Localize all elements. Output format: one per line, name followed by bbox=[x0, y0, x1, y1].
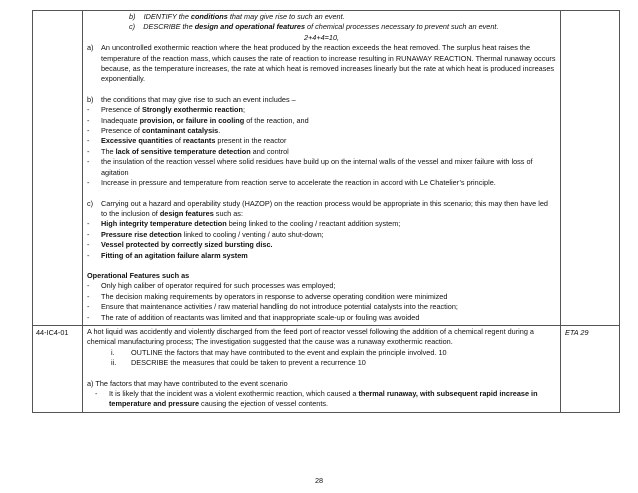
list-item: - Increase in pressure and temperature from reaction serve to accelerate the reaction in accord with Le Chatelier’s principle. bbox=[87, 178, 496, 188]
question-code: 44-IC4-01 bbox=[33, 326, 83, 412]
design-features-list bbox=[87, 219, 556, 261]
ref-cell bbox=[561, 11, 619, 325]
conditions-list bbox=[87, 105, 556, 188]
list-item: - Presence of Strongly exothermic reaction; bbox=[87, 105, 245, 115]
question-subpart: ii. DESCRIBE the measures that could be taken to prevent a recurrence 10 bbox=[111, 358, 366, 368]
list-item: - The decision making requirements by operators in response to adverse operating condition were minimized bbox=[87, 291, 448, 301]
table-row bbox=[33, 11, 619, 326]
code-cell bbox=[33, 11, 83, 325]
list-item: - Vessel protected by correctly sized bursting disc. bbox=[87, 240, 273, 250]
list-item: - The lack of sensitive temperature detection and control bbox=[87, 146, 289, 156]
marks-allocation: 2+4+4=10, bbox=[303, 32, 340, 42]
operational-features-list bbox=[87, 281, 556, 323]
question-cell bbox=[83, 326, 561, 412]
list-item: - the insulation of the reaction vessel where solid residues have build up on the internal walls of the vessel and mixer failure with loss of agitation bbox=[87, 157, 533, 177]
page-number: 28 bbox=[314, 476, 324, 485]
question-text: A hot liquid was accidently and violently discharged from the feed port of reactor vessel following the addition of a chemical regent during a chemical manufacturing process; The investigation suggested that the cause was a runaway exothermic reaction. bbox=[87, 326, 534, 347]
question-part-c: c) DESCRIBE the design and operational features of chemical processes necessary to prevent such an event. bbox=[129, 22, 499, 32]
list-item: - Presence of contaminant catalysis. bbox=[87, 126, 221, 136]
list-item: - Fitting of an agitation failure alarm system bbox=[87, 250, 248, 260]
factors-list bbox=[87, 389, 556, 410]
question-subparts bbox=[87, 348, 556, 369]
element-reference: ETA 29 bbox=[565, 327, 589, 337]
list-item: - Ensure that maintenance activities / raw material handling do not introduce potential catalysts into the reaction; bbox=[87, 302, 458, 312]
operational-features-heading: Operational Features such as bbox=[87, 270, 190, 280]
list-item: - The rate of addition of reactants was limited and that inappropriate scale-up or fouling was avoided bbox=[87, 312, 420, 322]
answer-table bbox=[32, 10, 620, 413]
answer-b-heading: b) the conditions that may give rise to such an event includes – bbox=[87, 94, 296, 104]
answer-a: a) An uncontrolled exothermic reaction where the heat produced by the reaction exceeds the heat removed. The surplus heat raises the temperature of the reaction mass, which causes the rate of reaction to increase resulting in RUNAWAY REACTION. Thermal runaway occurs because, as the temperature increases, the rate at which heat is removed increases linearly but the rate at which heat is produced increases exponentially. bbox=[87, 43, 556, 84]
list-item: - Inadequate provision, or failure in cooling of the reaction, and bbox=[87, 115, 309, 125]
answer-c-heading: c) Carrying out a hazard and operability study (HAZOP) on the reaction process would be appropriate in this scenario; this may then have led to the inclusion of design features such as: bbox=[87, 198, 548, 218]
list-item: - Pressure rise detection linked to cooling / venting / auto shut-down; bbox=[87, 229, 324, 239]
list-item: - High integrity temperature detection being linked to the cooling / reactant addition system; bbox=[87, 219, 401, 229]
factors-heading: a) The factors that may have contributed to the event scenario bbox=[87, 378, 288, 388]
list-item: - It is likely that the incident was a violent exothermic reaction, which caused a thermal runaway, with subsequent rapid increase in temperature and pressure causing the ejection of vessel contents. bbox=[95, 389, 538, 409]
answer-cell bbox=[83, 11, 561, 325]
table-row bbox=[33, 326, 619, 412]
question-part-b: b) IDENTIFY the conditions that may give rise to such an event. bbox=[129, 12, 345, 21]
question-subpart: i. OUTLINE the factors that may have contributed to the event and explain the principle involved. 10 bbox=[111, 347, 447, 357]
list-item: - Excessive quantities of reactants present in the reactor bbox=[87, 136, 287, 146]
list-item: - Only high caliber of operator required for such processes was employed; bbox=[87, 281, 336, 291]
